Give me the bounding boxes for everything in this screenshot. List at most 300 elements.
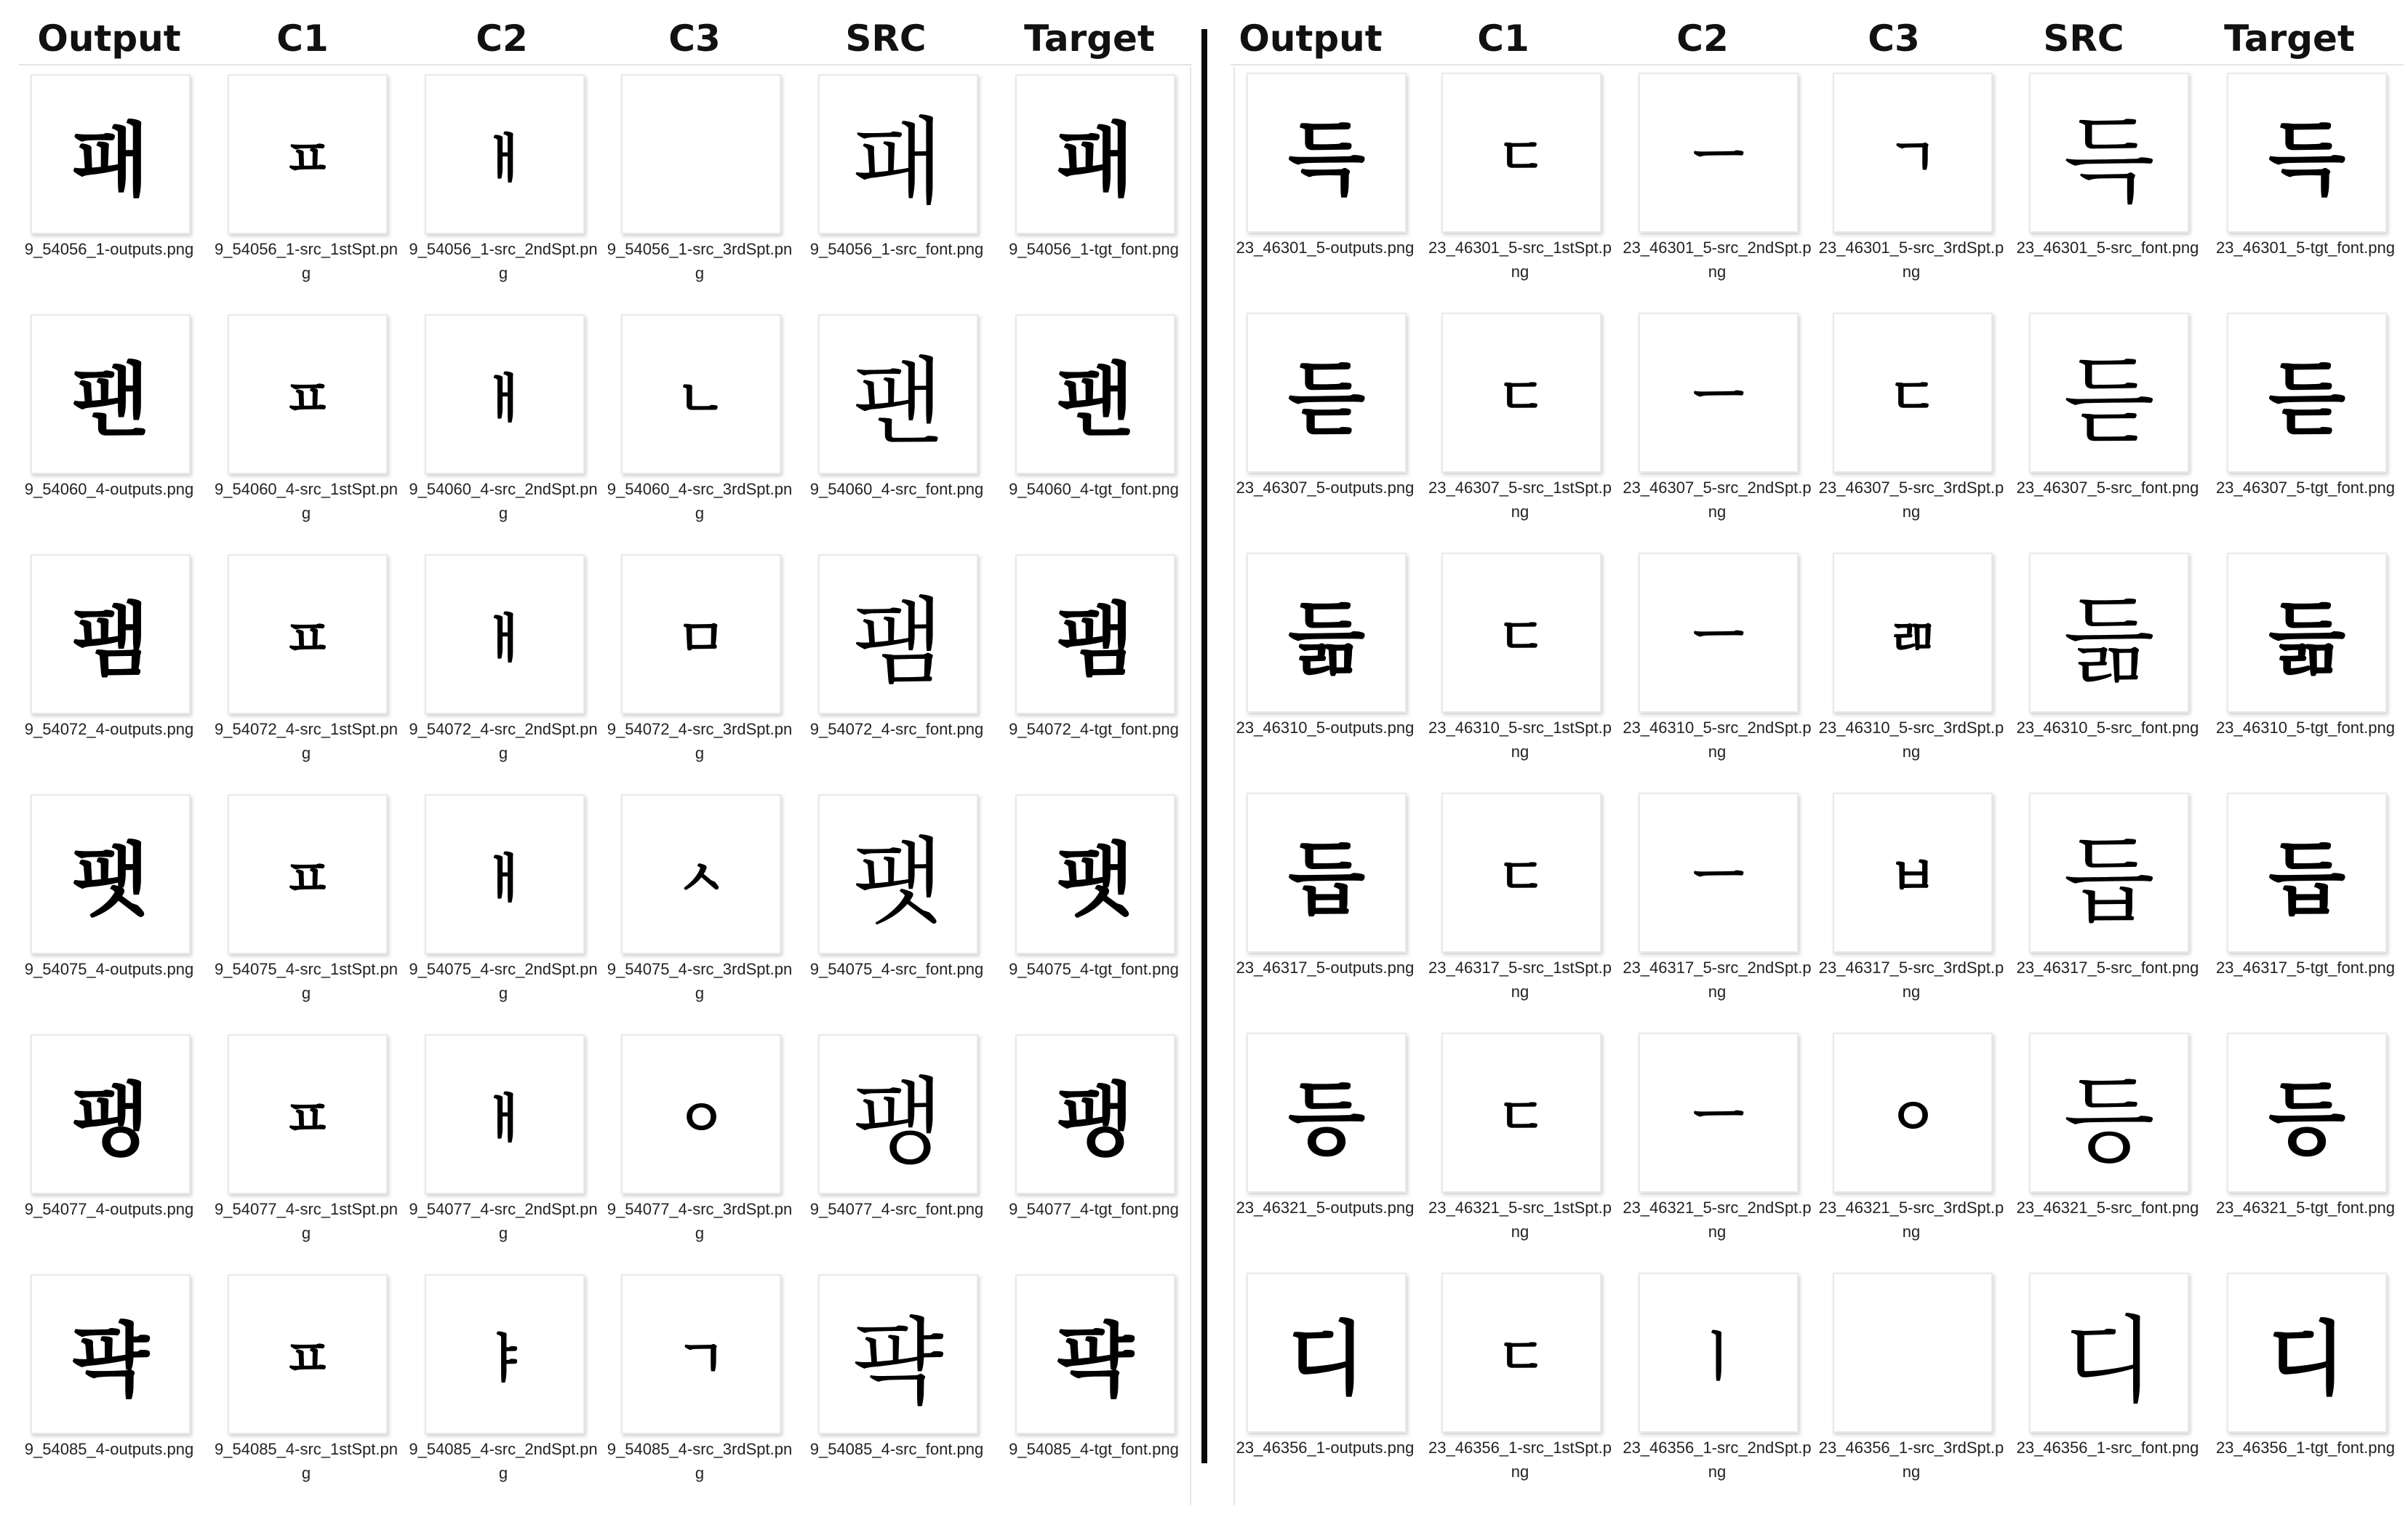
file-item-c2[interactable] [404,304,602,537]
file-name-label: 23_46301_5-outputs.png [1236,239,1415,257]
file-name-label: 23_46317_5-tgt_font.png [2216,959,2395,977]
file-row [0,784,1196,1024]
file-item-c2[interactable] [1618,303,1816,535]
glyph-image: ㅂ [1887,847,1938,908]
file-item-src[interactable] [798,784,996,1017]
file-name-label: 23_46301_5-src_2ndSpt.png [1623,239,1812,281]
file-name-label: 23_46321_5-src_3rdSpt.png [1818,1199,2004,1241]
file-name-label: 9_54085_4-tgt_font.png [1009,1440,1179,1458]
image-thumbnail[interactable] [2227,793,2387,953]
file-item-c3[interactable] [601,1264,799,1497]
file-name-label: 23_46301_5-src_font.png [2016,239,2199,257]
file-name-label: 9_54056_1-src_3rdSpt.png [607,240,793,282]
file-item-target[interactable] [995,1264,1193,1497]
file-name-label: 23_46321_5-src_1stSpt.png [1428,1199,1612,1241]
glyph-image: 팻 [71,834,150,927]
file-name-label: 23_46301_5-tgt_font.png [2216,239,2395,257]
file-row [0,1264,1196,1504]
file-item-target[interactable] [995,64,1193,297]
file-name-label: 9_54075_4-src_1stSpt.png [215,960,398,1002]
file-name-label: 9_54072_4-src_font.png [809,720,984,738]
file-name-label: 23_46356_1-src_1stSpt.png [1428,1439,1612,1481]
glyph-image: 듣 [2268,353,2346,446]
file-item-c1[interactable] [1421,63,1619,295]
file-item-c1[interactable] [207,1264,405,1497]
file-name-label: 9_54085_4-src_3rdSpt.png [607,1440,793,1482]
file-name-label: 23_46310_5-src_3rdSpt.png [1818,719,2004,761]
file-name-label: 23_46321_5-src_font.png [2016,1199,2199,1217]
column-header-c1: C1 [276,17,329,60]
file-item-output[interactable] [1226,303,1424,535]
file-item-src[interactable] [2009,783,2207,1015]
image-thumbnail[interactable] [2029,73,2189,233]
image-thumbnail[interactable] [2227,73,2387,233]
file-item-c3[interactable] [1812,303,2010,535]
glyph-image: 등 [2063,1065,2155,1176]
glyph-image: 팽 [71,1074,150,1167]
file-name-label: 23_46321_5-tgt_font.png [2216,1199,2395,1217]
glyph-image: ㅑ [479,1328,530,1389]
image-thumbnail[interactable] [1015,794,1175,954]
file-item-c3[interactable] [601,1024,799,1257]
image-thumbnail[interactable] [425,1274,585,1434]
file-name-label: 23_46321_5-outputs.png [1236,1199,1415,1217]
glyph-image: ㅁ [676,608,727,669]
glyph-image: 득 [1287,113,1366,206]
glyph-image: ㄷ [1496,847,1547,908]
glyph-image: ㅡ [1693,127,1744,188]
glyph-image: ㄷ [1887,367,1938,428]
column-header-target: Target [1024,17,1155,60]
file-name-label: 23_46307_5-src_font.png [2016,479,2199,497]
file-row [1231,63,2408,303]
image-thumbnail[interactable] [621,74,781,234]
column-header-target: Target [2224,17,2355,60]
column-header-output: Output [37,17,181,60]
image-thumbnail[interactable] [2029,1033,2189,1193]
column-header-c3: C3 [1868,17,1920,60]
file-name-label: 23_46310_5-src_font.png [2016,719,2199,737]
file-name-label: 23_46307_5-outputs.png [1236,479,1415,497]
glyph-image: 듦 [2063,585,2155,696]
glyph-image: 패 [1056,114,1135,207]
image-thumbnail[interactable] [1639,1033,1799,1193]
image-thumbnail[interactable] [2227,553,2387,713]
file-name-label: 9_54075_4-outputs.png [24,960,194,978]
file-name-label: 9_54077_4-src_font.png [809,1200,984,1218]
image-thumbnail[interactable] [2227,313,2387,473]
file-item-output[interactable] [10,1264,208,1497]
file-item-output[interactable] [10,544,208,777]
glyph-image: 퍅 [71,1314,150,1407]
file-item-src[interactable] [798,1024,996,1257]
file-item-c2[interactable] [1618,543,1816,775]
file-item-src[interactable] [2009,543,2207,775]
image-thumbnail[interactable] [1833,1273,1993,1433]
file-item-output[interactable] [1226,63,1424,295]
glyph-image: 등 [2268,1073,2346,1166]
glyph-image: ㅍ [282,1088,333,1149]
image-thumbnail[interactable] [1441,553,1601,713]
file-item-c1[interactable] [1421,543,1619,775]
image-thumbnail[interactable] [31,1274,191,1434]
image-thumbnail[interactable] [2029,1273,2189,1433]
glyph-image: 듣 [2063,345,2155,456]
file-item-c2[interactable] [1618,783,1816,1015]
file-item-c1[interactable] [1421,303,1619,535]
file-item-src[interactable] [2009,63,2207,295]
file-name-label: 9_54077_4-tgt_font.png [1009,1200,1179,1218]
image-thumbnail[interactable] [228,74,388,234]
image-thumbnail[interactable] [228,314,388,474]
image-thumbnail[interactable] [1015,314,1175,474]
file-item-c1[interactable] [207,1024,405,1257]
file-name-label: 9_54075_4-src_2ndSpt.png [409,960,598,1002]
glyph-image: ㅐ [479,128,530,189]
file-name-label: 23_46356_1-src_3rdSpt.png [1818,1439,2004,1481]
file-item-c1[interactable] [1421,1263,1619,1495]
image-thumbnail[interactable] [621,554,781,714]
left-explorer-panel [0,0,1196,1520]
file-item-c2[interactable] [404,544,602,777]
file-item-c1[interactable] [207,64,405,297]
file-item-output[interactable] [1226,783,1424,1015]
file-name-label: 23_46356_1-src_font.png [2016,1439,2199,1457]
glyph-image [1834,1274,1991,1431]
file-item-c2[interactable] [404,1264,602,1497]
file-name-label: 9_54072_4-outputs.png [24,720,194,738]
glyph-image: ㅇ [1887,1087,1938,1148]
file-name-label: 23_46310_5-src_2ndSpt.png [1623,719,1812,761]
glyph-image: 팬 [1056,354,1135,447]
right-explorer-panel [1231,0,2408,1520]
file-item-c3[interactable] [1812,1023,2010,1255]
file-item-target[interactable] [2207,543,2404,775]
file-item-output[interactable] [10,64,208,297]
glyph-image: ㅣ [1693,1327,1744,1388]
image-thumbnail[interactable] [425,314,585,474]
glyph-image: 득 [2268,113,2346,206]
file-name-label: 23_46356_1-tgt_font.png [2216,1439,2395,1457]
file-row [1231,783,2408,1023]
left-column-headers [0,13,1196,64]
file-item-c1[interactable] [207,544,405,777]
glyph-image: ㅡ [1693,847,1744,908]
file-item-c2[interactable] [1618,1263,1816,1495]
file-item-src[interactable] [798,64,996,297]
file-item-src[interactable] [798,1264,996,1497]
file-name-label: 23_46356_1-outputs.png [1236,1439,1415,1457]
glyph-image: ㄷ [1496,1087,1547,1148]
file-item-target[interactable] [2207,1263,2404,1495]
file-item-c2[interactable] [404,784,602,1017]
file-name-label: 23_46307_5-src_2ndSpt.png [1623,479,1812,521]
file-name-label: 9_54056_1-outputs.png [24,240,194,258]
file-item-c2[interactable] [1618,63,1816,295]
file-item-target[interactable] [995,544,1193,777]
file-item-c2[interactable] [404,64,602,297]
glyph-image: ㅍ [282,128,333,189]
file-name-label: 9_54075_4-tgt_font.png [1009,960,1179,978]
glyph-image: 듦 [1287,593,1366,686]
file-name-label: 9_54056_1-src_2ndSpt.png [409,240,598,282]
image-thumbnail[interactable] [1015,1274,1175,1434]
file-item-c3[interactable] [1812,783,2010,1015]
file-name-label: 9_54060_4-outputs.png [24,480,194,498]
image-thumbnail[interactable] [1833,553,1993,713]
image-thumbnail[interactable] [1639,313,1799,473]
glyph-image: ㅡ [1693,607,1744,668]
column-header-c2: C2 [476,17,528,60]
glyph-image: ㅍ [282,608,333,669]
file-item-c2[interactable] [1618,1023,1816,1255]
file-item-output[interactable] [10,304,208,537]
glyph-image: ㅍ [282,1328,333,1389]
image-thumbnail[interactable] [1441,313,1601,473]
glyph-image: ㄱ [1887,127,1938,188]
image-thumbnail[interactable] [228,554,388,714]
glyph-image: 패 [852,106,944,217]
image-thumbnail[interactable] [1247,313,1407,473]
file-name-label: 23_46317_5-src_2ndSpt.png [1623,959,1812,1001]
image-thumbnail[interactable] [1015,1034,1175,1194]
image-thumbnail[interactable] [1247,553,1407,713]
glyph-image: 팬 [71,354,150,447]
image-thumbnail[interactable] [2227,1033,2387,1193]
glyph-image: ㄷ [1496,367,1547,428]
glyph-image: 팸 [71,594,150,687]
file-row [1231,303,2408,543]
image-thumbnail[interactable] [1833,1033,1993,1193]
file-row [1231,1023,2408,1263]
image-thumbnail[interactable] [1639,793,1799,953]
file-item-target[interactable] [2207,303,2404,535]
glyph-image: ㄱ [676,1328,727,1389]
file-name-label: 23_46310_5-tgt_font.png [2216,719,2395,737]
right-column-headers [1231,13,2408,64]
file-item-output[interactable] [1226,1263,1424,1495]
file-name-label: 23_46321_5-src_2ndSpt.png [1623,1199,1812,1241]
glyph-image: 팸 [852,586,944,697]
file-row [0,64,1196,304]
file-name-label: 23_46317_5-src_3rdSpt.png [1818,959,2004,1001]
file-name-label: 9_54060_4-tgt_font.png [1009,480,1179,498]
image-thumbnail[interactable] [818,794,978,954]
file-item-output[interactable] [10,784,208,1017]
file-name-label: 9_54056_1-tgt_font.png [1009,240,1179,258]
image-thumbnail[interactable] [621,1274,781,1434]
image-thumbnail[interactable] [228,794,388,954]
file-item-target[interactable] [2207,783,2404,1015]
image-thumbnail[interactable] [1833,313,1993,473]
file-item-output[interactable] [1226,543,1424,775]
file-item-c1[interactable] [207,304,405,537]
glyph-image: ㅐ [479,848,530,909]
image-thumbnail[interactable] [2029,553,2189,713]
image-thumbnail[interactable] [621,314,781,474]
image-thumbnail[interactable] [31,554,191,714]
image-thumbnail[interactable] [425,1034,585,1194]
glyph-image: ㅅ [676,848,727,909]
glyph-image: 디 [2063,1305,2155,1416]
file-row [0,1024,1196,1264]
file-item-target[interactable] [995,1024,1193,1257]
file-item-src[interactable] [2009,303,2207,535]
file-item-c3[interactable] [601,784,799,1017]
glyph-image: ㅐ [479,368,530,429]
file-row [0,304,1196,544]
file-item-src[interactable] [2009,1023,2207,1255]
file-item-src[interactable] [798,544,996,777]
glyph-image: 팽 [852,1066,944,1177]
image-thumbnail[interactable] [818,1274,978,1434]
image-thumbnail[interactable] [1639,553,1799,713]
file-name-label: 23_46301_5-src_3rdSpt.png [1818,239,2004,281]
file-item-c1[interactable] [1421,783,1619,1015]
file-name-label: 9_54072_4-src_1stSpt.png [215,720,398,762]
glyph-image: ㄷ [1496,1327,1547,1388]
glyph-image: ㄷ [1496,127,1547,188]
image-thumbnail[interactable] [228,1274,388,1434]
image-thumbnail[interactable] [2227,1273,2387,1433]
file-item-target[interactable] [995,304,1193,537]
file-name-label: 9_54075_4-src_font.png [809,960,984,978]
file-item-c3[interactable] [1812,1263,2010,1495]
image-thumbnail[interactable] [818,74,978,234]
center-divider [1201,29,1207,1463]
glyph-image: 득 [2063,105,2155,216]
file-item-target[interactable] [2207,1023,2404,1255]
image-thumbnail[interactable] [1833,793,1993,953]
file-name-label: 23_46317_5-src_1stSpt.png [1428,959,1612,1001]
glyph-image: 듭 [2063,825,2155,936]
file-item-c1[interactable] [207,784,405,1017]
image-thumbnail[interactable] [1247,1273,1407,1433]
image-thumbnail[interactable] [1639,73,1799,233]
glyph-image: ㄻ [1887,607,1938,668]
image-thumbnail[interactable] [228,1034,388,1194]
column-header-c1: C1 [1477,17,1529,60]
file-item-c3[interactable] [601,64,799,297]
glyph-image: ㅡ [1693,367,1744,428]
file-name-label: 23_46307_5-src_3rdSpt.png [1818,479,2004,521]
file-name-label: 23_46307_5-tgt_font.png [2216,479,2395,497]
glyph-image: ㅡ [1693,1087,1744,1148]
file-name-label: 23_46310_5-src_1stSpt.png [1428,719,1612,761]
file-item-c3[interactable] [1812,543,2010,775]
image-thumbnail[interactable] [1015,554,1175,714]
file-item-c2[interactable] [404,1024,602,1257]
file-name-label: 23_46307_5-src_1stSpt.png [1428,479,1612,521]
glyph-image: ㅍ [282,368,333,429]
image-thumbnail[interactable] [1441,1033,1601,1193]
glyph-image: 디 [1287,1313,1366,1406]
image-thumbnail[interactable] [2029,793,2189,953]
image-thumbnail[interactable] [621,794,781,954]
glyph-image: ㅍ [282,848,333,909]
file-name-label: 9_54060_4-src_1stSpt.png [215,480,398,522]
file-row [1231,543,2408,783]
file-name-label: 9_54056_1-src_font.png [809,240,984,258]
column-header-src: SRC [2043,17,2124,60]
file-row [0,544,1196,784]
file-name-label: 23_46301_5-src_1stSpt.png [1428,239,1612,281]
image-thumbnail[interactable] [1639,1273,1799,1433]
image-thumbnail[interactable] [1441,73,1601,233]
file-item-src[interactable] [798,304,996,537]
file-item-output[interactable] [1226,1023,1424,1255]
file-item-c1[interactable] [1421,1023,1619,1255]
file-item-target[interactable] [2207,63,2404,295]
glyph-image: 팸 [1056,594,1135,687]
image-thumbnail[interactable] [1441,793,1601,953]
image-thumbnail[interactable] [1247,1033,1407,1193]
image-thumbnail[interactable] [1247,73,1407,233]
image-thumbnail[interactable] [31,74,191,234]
image-thumbnail[interactable] [2029,313,2189,473]
image-thumbnail[interactable] [1833,73,1993,233]
glyph-image: 팻 [852,826,944,937]
image-thumbnail[interactable] [818,314,978,474]
image-thumbnail[interactable] [425,74,585,234]
image-thumbnail[interactable] [621,1034,781,1194]
image-thumbnail[interactable] [425,554,585,714]
image-thumbnail[interactable] [1015,74,1175,234]
image-thumbnail[interactable] [818,554,978,714]
file-name-label: 9_54056_1-src_1stSpt.png [215,240,398,282]
glyph-image: ㅇ [676,1088,727,1149]
file-name-label: 9_54077_4-src_1stSpt.png [215,1200,398,1242]
image-thumbnail[interactable] [31,314,191,474]
file-item-output[interactable] [10,1024,208,1257]
glyph-image: 디 [2268,1313,2346,1406]
column-header-src: SRC [845,17,927,60]
file-name-label: 9_54077_4-outputs.png [24,1200,194,1218]
glyph-image: 듭 [2268,833,2346,926]
image-thumbnail[interactable] [818,1034,978,1194]
image-thumbnail[interactable] [31,794,191,954]
file-item-target[interactable] [995,784,1193,1017]
file-name-label: 23_46317_5-outputs.png [1236,959,1415,977]
image-thumbnail[interactable] [1441,1273,1601,1433]
glyph-image: ㄴ [676,368,727,429]
file-item-src[interactable] [2009,1263,2207,1495]
image-thumbnail[interactable] [425,794,585,954]
file-name-label: 23_46317_5-src_font.png [2016,959,2199,977]
glyph-image: ㅐ [479,608,530,669]
file-name-label: 9_54060_4-src_3rdSpt.png [607,480,793,522]
glyph-image: ㄷ [1496,607,1547,668]
file-name-label: 9_54085_4-src_font.png [809,1440,984,1458]
file-name-label: 9_54060_4-src_2ndSpt.png [409,480,598,522]
file-name-label: 9_54077_4-src_2ndSpt.png [409,1200,598,1242]
file-name-label: 9_54085_4-outputs.png [24,1440,194,1458]
glyph-image: 듣 [1287,353,1366,446]
file-item-c3[interactable] [601,304,799,537]
file-name-label: 9_54085_4-src_2ndSpt.png [409,1440,598,1482]
glyph-image: 퍅 [852,1306,944,1417]
glyph-image: 등 [1287,1073,1366,1166]
file-name-label: 9_54075_4-src_3rdSpt.png [607,960,793,1002]
glyph-image: ㅐ [479,1088,530,1149]
column-header-output: Output [1239,17,1383,60]
file-item-c3[interactable] [601,544,799,777]
file-name-label: 9_54085_4-src_1stSpt.png [215,1440,398,1482]
image-thumbnail[interactable] [31,1034,191,1194]
file-row [1231,1263,2408,1503]
file-item-c3[interactable] [1812,63,2010,295]
image-thumbnail[interactable] [1247,793,1407,953]
